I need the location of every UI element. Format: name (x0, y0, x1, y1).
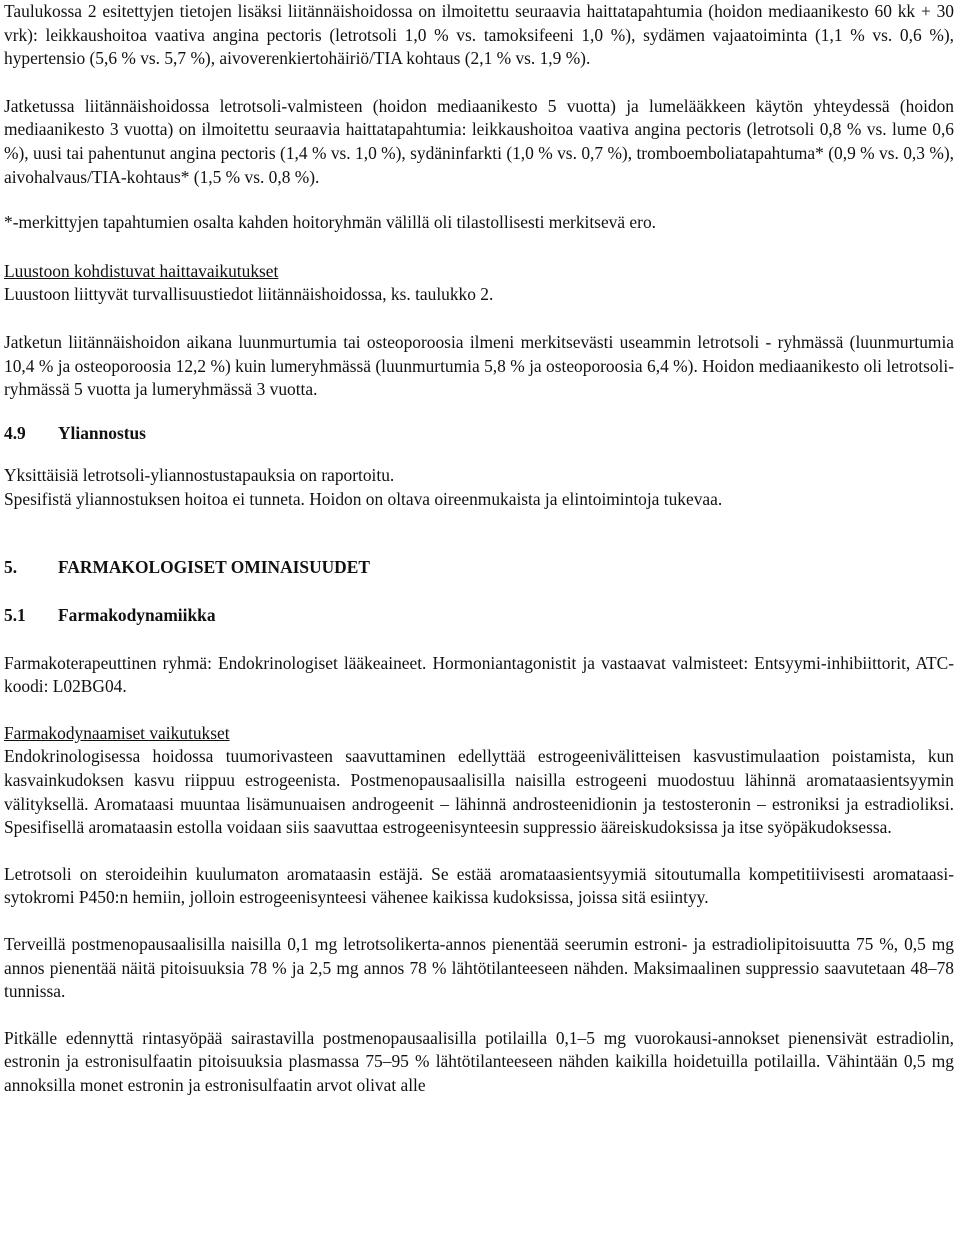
section-number: 5. (4, 556, 18, 577)
paragraph-significance-note: *-merkittyjen tapahtumien osalta kahden hoitoryhmän välillä oli tilastollisesti merkitsevä ero. (4, 212, 656, 233)
section-5-1-heading (4, 604, 954, 628)
section-4-9-heading (4, 422, 954, 446)
paragraph-letrozole-inhibitor: Letrotsoli on steroideihin kuulumaton aromataasin estäjä. Se estää aromataasientsyymiä sitoutumalla kompetitiivisesti aromataasi-sytokromi P450:n hemiin, jolloin estrogeenisynteesi vähenee kaikissa kudoksissa, joissa sitä esiintyy. (4, 863, 954, 908)
section-title: Yliannostus (58, 422, 146, 443)
paragraph-fractures: Jatketun liitännäishoidon aikana luunmurtumia tai osteoporoosia ilmeni merkitsevästi useammin letrotsoli - ryhmässä (luunmurtumia 10,4 % ja osteoporoosia 12,2 %) kuin lumeryhmässä (luunmurtumia 5,8 % ja osteoporoosia 6,4 %). Hoidon mediaanikesto oli letrotsoli-ryhmässä 5 vuotta ja lumeryhmässä 3 vuotta. (4, 331, 954, 400)
section-title: FARMAKOLOGISET OMINAISUUDET (58, 556, 370, 577)
paragraph-healthy-women: Terveillä postmenopausaalisilla naisilla 0,1 mg letrotsolikerta-annos pienentää seerumin estroni- ja estradiolipitoisuutta 75 %, 0,5 mg annos pienentää näitä pitoisuuksia 78 % ja 2,5 mg annos 78 % lähtötilanteeseen nähden. Maksimaalinen suppressio saavutetaan 48–78 tunnissa. (4, 934, 954, 1002)
pharmacodynamic-effects-heading: Farmakodynaamiset vaikutukset (4, 722, 230, 743)
section-title: Farmakodynamiikka (58, 605, 216, 626)
paragraph-mechanism: Endokrinologisessa hoidossa tuumorivasteen saavuttaminen edellyttää estrogeenivälitteisen kasvustimulaation poistamista, kun kasvainkudoksen kasvu riippuu estrogeenista. Postmenopausaalisilla naisilla estrogeeni muodostuu lähinnä aromataasientsyymin välityksellä. Aromataasi muuntaa lisämunuaisen androgeenit – lähinnä androsteenidionin ja testosteronin – estroniksi ja estradioliksi. Spesifisellä aromataasin estolla voidaan siis saavuttaa estrogeenisynteesin suppressio ääreiskudoksissa ja itse syöpäkudoksessa. (4, 746, 954, 838)
paragraph-pharmacotherapeutic-group: Farmakoterapeuttinen ryhmä: Endokrinologiset lääkeaineet. Hormoniantagonistit ja vastaavat valmisteet: Entsyymi-inhibiittorit, ATC-koodi: L02BG04. (4, 652, 954, 697)
section-number: 5.1 (4, 605, 26, 626)
section-5-heading (4, 556, 954, 580)
paragraph-advanced-cancer: Pitkälle edennyttä rintasyöpää sairastavilla postmenopausaalisilla potilailla 0,1–5 mg vuorokausi-annokset pienensivät estradiolin, estronin ja estronisulfaatin pitoisuuksia plasmassa 75–95 % lähtötilanteeseen nähden kaikilla hoidetuilla potilailla. Vähintään 0,5 mg annoksilla monet estronin ja estronisulfaatin arvot olivat alle (4, 1027, 954, 1095)
paragraph-adjuvant-events: Taulukossa 2 esitettyjen tietojen lisäksi liitännäishoidossa on ilmoitettu seuraavia haittatapahtumia (hoidon mediaanikesto 60 kk + 30 vrk): leikkaushoitoa vaativa angina pectoris (letrotsoli 1,0 % vs. tamoksifeeni 1,0 %), sydämen vajaatoiminta (1,1 % vs. 0,6 %), hypertensio (5,6 % vs. 5,7 %), aivoverenkiertohäiriö/TIA kohtaus (2,1 % vs. 1,9 %). (4, 1, 954, 69)
overdose-line-2: Spesifistä yliannostuksen hoitoa ei tunneta. Hoidon on oltava oireenmukaista ja elintoimintoja tukevaa. (4, 488, 723, 509)
section-number: 4.9 (4, 422, 26, 443)
overdose-line-1: Yksittäisiä letrotsoli-yliannostustapauksia on raportoitu. (4, 465, 395, 486)
bone-effects-heading: Luustoon kohdistuvat haittavaikutukset (4, 260, 279, 281)
paragraph-extended-adjuvant-events: Jatketussa liitännäishoidossa letrotsoli-valmisteen (hoidon mediaanikesto 5 vuotta) ja lumelääkkeen käytön yhteydessä (hoidon mediaanikesto 3 vuotta) on ilmoitettu seuraavia haittatapahtumia: leikkaushoitoa vaativa angina pectoris (letrotsoli 0,8 % vs. lume 0,6 %), uusi tai pahentunut angina pectoris (1,4 % vs. 1,0 %), sydäninfarkti (1,0 % vs. 0,7 %), tromboemboliatapahtuma* (0,9 % vs. 0,3 %), aivohalvaus/TIA-kohtaus* (1,5 % vs. 0,8 %). (4, 95, 954, 187)
bone-effects-text: Luustoon liittyvät turvallisuustiedot liitännäishoidossa, ks. taulukko 2. (4, 284, 494, 305)
